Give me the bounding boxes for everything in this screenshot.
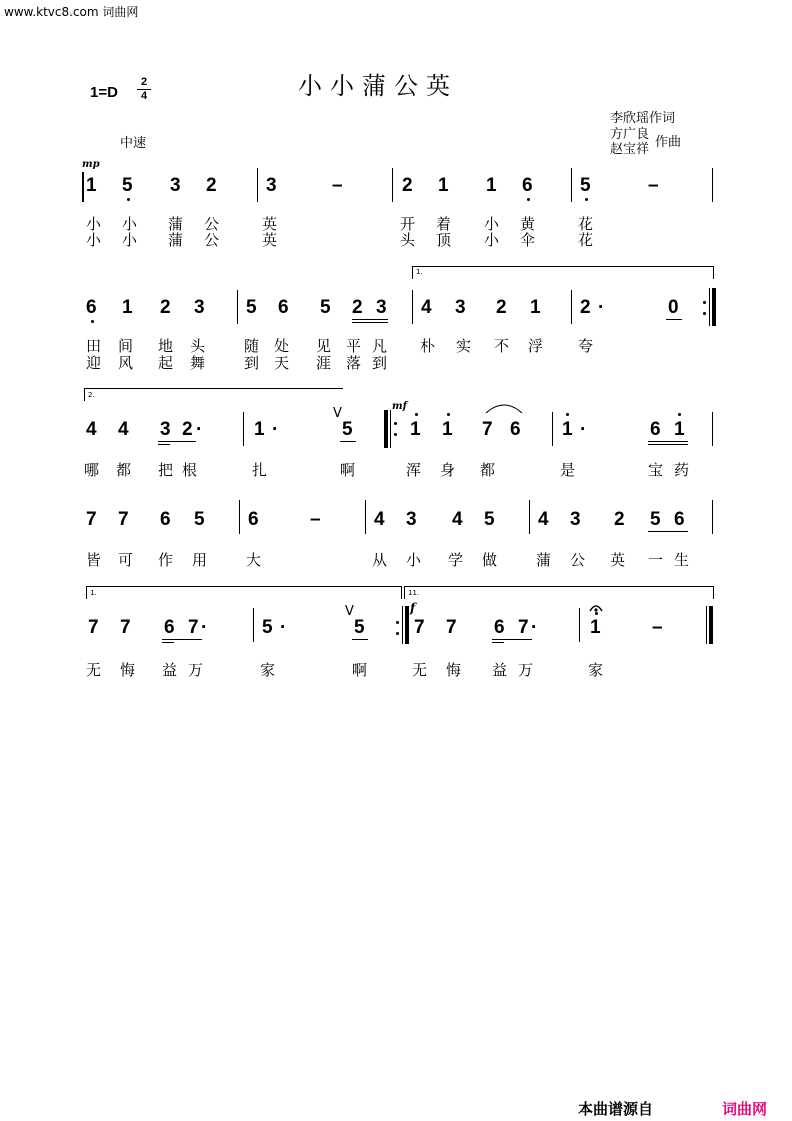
barline [257,168,258,202]
note: 1 [254,419,265,440]
note: 3 [266,175,277,196]
volta-bracket-1 [86,586,402,599]
barline [243,412,244,446]
repeat-barline-thick [712,288,716,326]
lyric: 浮 [528,337,544,355]
start-barline [82,172,84,202]
repeat-start-thick [384,410,388,448]
note: 4 [86,419,97,440]
note: 3 [160,419,171,440]
beam-underline [352,322,388,323]
time-signature [137,77,151,102]
lyric: 风 [118,354,134,372]
lyric: 地 [158,337,174,355]
lyric: 都 [480,461,496,479]
augmentation-dot: · [598,297,605,318]
lyric: 田 [86,337,102,355]
note: 6 [522,175,533,196]
repeat-dot [703,312,706,315]
lyric: 悔 [446,661,462,679]
note: 4 [538,509,549,530]
lyric: 皆 [86,551,102,569]
beam-underline [158,441,196,442]
note: 6 [278,297,289,318]
note: 5 [122,175,133,196]
barline [237,290,238,324]
beam-underline [158,444,170,445]
beam-underline [648,531,688,532]
note: 6 [674,509,685,530]
repeat-dot [394,433,397,436]
rest: 0 [668,297,679,318]
lyric: 把 [158,461,174,479]
lyric: 宝 [648,461,664,479]
volta-number: 1. [90,589,97,597]
lyric: 浑 [406,461,422,479]
barline [392,168,393,202]
repeat-dot [396,621,399,624]
beam-underline [648,441,688,442]
beam-underline [666,319,682,320]
high-octave-dot [595,612,598,615]
footer-source-label: 本曲谱源自 [578,1100,654,1118]
lyric: 小 [122,231,138,249]
high-octave-dot [678,413,681,416]
note: 5 [354,617,365,638]
extension-dash: – [332,175,343,196]
beam-underline [162,639,202,640]
note: 5 [342,419,353,440]
lyric: 头 [400,231,416,249]
footer-site-link[interactable]: 词曲网 [722,1100,768,1118]
lyric: 啊 [340,461,356,479]
note: 5 [484,509,495,530]
lyric: 哪 [84,461,100,479]
lyric: 见 [316,337,332,355]
augmentation-dot: · [580,419,587,440]
time-signature-bottom: 4 [140,90,148,102]
note: 3 [170,175,181,196]
augmentation-dot: · [196,419,203,440]
lyric: 英 [262,231,278,249]
barline [253,608,254,642]
note: 6 [86,297,97,318]
lyric: 迎 [86,354,102,372]
note: 7 [188,617,199,638]
repeat-start-thin [390,410,391,448]
final-barline-thin [706,606,707,644]
lyric: 扎 [252,461,268,479]
breath-mark: V [345,604,354,619]
note: 1 [410,419,421,440]
barline [571,290,572,324]
low-octave-dot [527,198,530,201]
augmentation-dot: · [272,419,279,440]
repeat-barline-thin [709,288,710,326]
barline [365,500,366,534]
volta-number: 2. [88,391,95,399]
lyric: 凡 [372,337,388,355]
lyric: 英 [610,551,626,569]
barline [552,412,553,446]
note: 7 [446,617,457,638]
high-octave-dot [415,413,418,416]
note: 2 [496,297,507,318]
note: 2 [580,297,591,318]
note: 7 [518,617,529,638]
composer-credit-1: 方广良 [610,127,650,142]
augmentation-dot: · [280,617,287,638]
note: 2 [160,297,171,318]
note: 1 [438,175,449,196]
barline [239,500,240,534]
lyric: 蒲 [536,551,552,569]
lyric: 花 [578,215,594,233]
lyric: 涯 [316,354,332,372]
lyric: 到 [372,354,388,372]
note: 5 [246,297,257,318]
lyric: 万 [188,661,204,679]
lyric: 小 [86,231,102,249]
lyric: 做 [482,551,498,569]
note: 5 [650,509,661,530]
note: 2 [614,509,625,530]
note: 5 [320,297,331,318]
barline [712,168,713,202]
note: 1 [590,617,601,638]
lyric: 随 [244,337,260,355]
beam-underline [340,441,356,442]
lyric: 啊 [352,661,368,679]
lyric: 家 [588,661,604,679]
barline [712,500,713,534]
lyric: 家 [260,661,276,679]
beam-underline [352,639,368,640]
note: 6 [160,509,171,530]
lyric: 悔 [120,661,136,679]
lyric: 无 [86,661,102,679]
note: 6 [494,617,505,638]
note: 6 [650,419,661,440]
lyric: 实 [456,337,472,355]
lyric: 小 [484,215,500,233]
note: 3 [376,297,387,318]
extension-dash: – [310,509,321,530]
lyric: 朴 [420,337,436,355]
lyric: 都 [116,461,132,479]
volta-bracket-1 [412,266,714,279]
lyric: 夸 [578,337,594,355]
lyric: 舞 [190,354,206,372]
beam-underline [492,639,532,640]
lyric: 到 [244,354,260,372]
note: 1 [562,419,573,440]
lyric: 起 [158,354,174,372]
note: 7 [414,617,425,638]
volta-bracket-2 [84,388,343,401]
lyric: 着 [436,215,452,233]
lyric: 身 [440,461,456,479]
lyric: 间 [118,337,134,355]
lyric: 处 [274,337,290,355]
note: 1 [486,175,497,196]
note: 4 [118,419,129,440]
note: 4 [452,509,463,530]
lyric: 蒲 [168,215,184,233]
composer-credit-suffix: 作曲 [655,135,682,150]
barline [712,412,713,446]
dynamic-mf: mf [392,401,407,412]
note: 2 [206,175,217,196]
lyric: 公 [204,215,220,233]
lyric: 顶 [436,231,452,249]
note: 7 [86,509,97,530]
note: 5 [262,617,273,638]
lyric: 益 [162,661,178,679]
lyric: 作 [158,551,174,569]
lyric: 用 [192,551,208,569]
repeat-dot [396,632,399,635]
repeat-dot [394,422,397,425]
lyric: 从 [372,551,388,569]
lyric: 益 [492,661,508,679]
watermark: www.ktvc8.com 词曲网 [4,5,139,19]
low-octave-dot [91,320,94,323]
note: 7 [482,419,493,440]
beam-underline [648,444,688,445]
lyric: 小 [406,551,422,569]
lyric: 无 [412,661,428,679]
lyric: 小 [484,231,500,249]
lyric: 可 [118,551,134,569]
note: 7 [88,617,99,638]
lyric: 小 [86,215,102,233]
tempo-marking: 中速 [120,136,147,151]
repeat-end-thick [405,606,409,644]
note: 1 [674,419,685,440]
lyric: 根 [182,461,198,479]
time-signature-top: 2 [140,76,148,88]
note: 5 [194,509,205,530]
key-signature: 1=D [90,84,118,101]
lyric: 万 [518,661,534,679]
extension-dash: – [648,175,659,196]
volta-number: 11. [408,589,420,597]
beam-underline [352,319,388,320]
lyric: 公 [204,231,220,249]
low-octave-dot [585,198,588,201]
barline [571,168,572,202]
volta-bracket-2 [404,586,714,599]
note: 5 [580,175,591,196]
note: 2 [182,419,193,440]
high-octave-dot [447,413,450,416]
lyric: 小 [122,215,138,233]
note: 1 [86,175,97,196]
lyric: 头 [190,337,206,355]
lyric: 伞 [520,231,536,249]
lyric: 不 [494,337,510,355]
lyric: 药 [674,461,690,479]
lyric: 落 [346,354,362,372]
lyric: 平 [346,337,362,355]
lyric: 天 [274,354,290,372]
note: 2 [352,297,363,318]
lyric: 大 [246,551,262,569]
note: 1 [442,419,453,440]
note: 3 [570,509,581,530]
lyric: 开 [400,215,416,233]
high-octave-dot [566,413,569,416]
lyric: 蒲 [168,231,184,249]
note: 6 [510,419,521,440]
note: 7 [118,509,129,530]
lyric: 学 [448,551,464,569]
lyric: 花 [578,231,594,249]
breath-mark: V [333,406,342,421]
augmentation-dot: · [531,617,538,638]
note: 7 [120,617,131,638]
beam-underline [492,642,504,643]
note: 6 [164,617,175,638]
lyric: 是 [560,461,576,479]
note: 1 [122,297,133,318]
lyric: 黄 [520,215,536,233]
lyric: 一 [648,551,664,569]
repeat-dot [703,301,706,304]
note: 4 [421,297,432,318]
lyricist-credit: 李欣瑶作词 [610,111,676,126]
note: 3 [194,297,205,318]
note: 4 [374,509,385,530]
song-title: 小小蒲公英 [298,72,458,100]
note: 6 [248,509,259,530]
repeat-end-thin [402,606,403,644]
dynamic-mp: mp [82,159,100,170]
lyric: 公 [570,551,586,569]
note: 3 [406,509,417,530]
barline [412,290,413,324]
volta-number: 1. [416,268,423,276]
barline [529,500,530,534]
note: 3 [455,297,466,318]
dynamic-f: f [410,601,416,615]
note: 2 [402,175,413,196]
lyric: 英 [262,215,278,233]
barline [579,608,580,642]
beam-underline [162,642,174,643]
lyric: 生 [674,551,690,569]
final-barline-thick [709,606,713,644]
note: 1 [530,297,541,318]
composer-credit-2: 赵宝祥 [610,142,650,157]
extension-dash: – [652,617,663,638]
low-octave-dot [127,198,130,201]
slur [484,401,524,415]
augmentation-dot: · [201,617,208,638]
